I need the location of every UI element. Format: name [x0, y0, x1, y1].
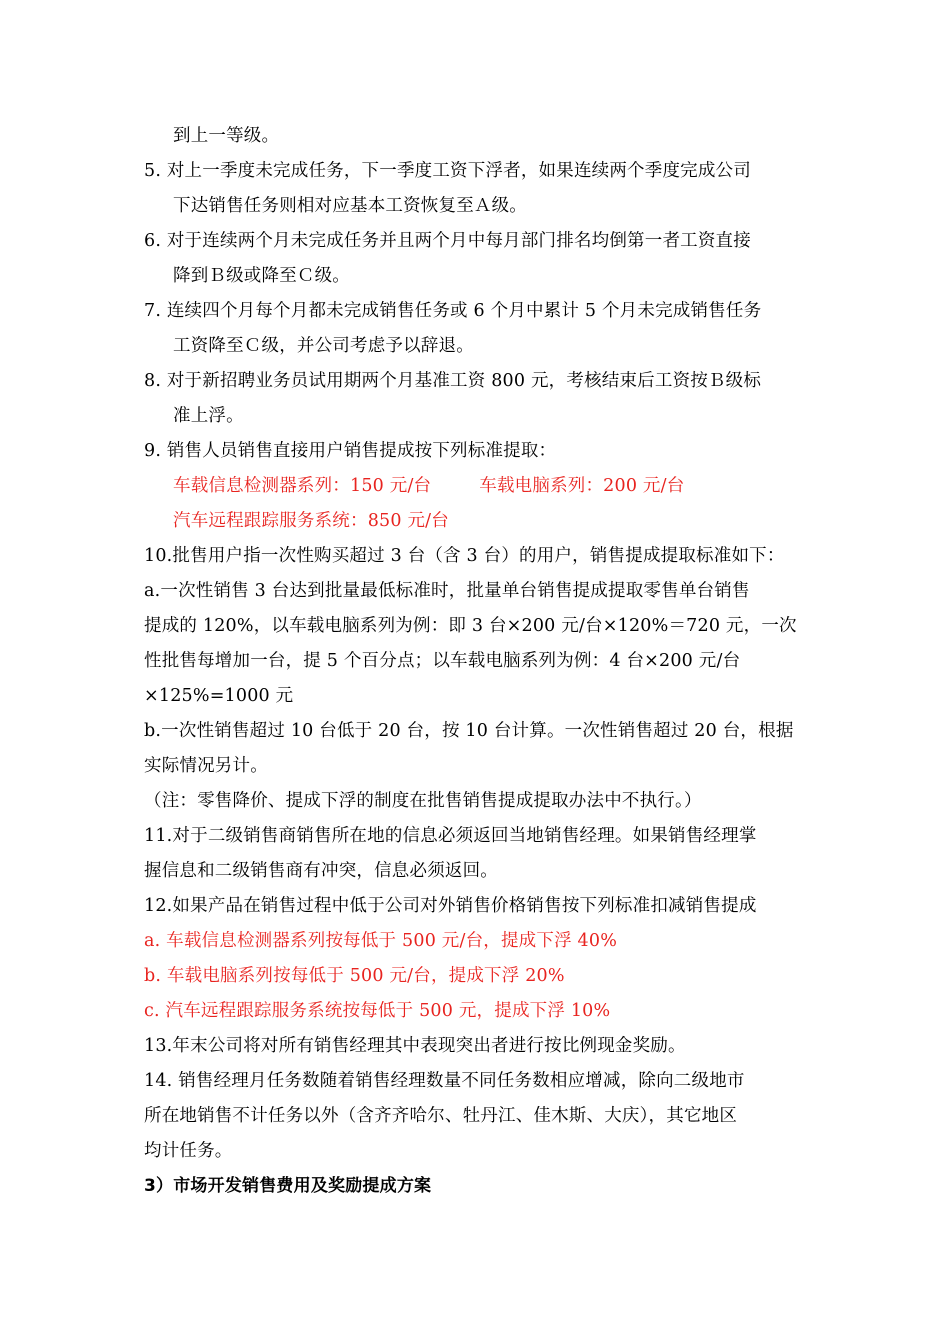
note-line: （注：零售降价、提成下浮的制度在批售销售提成提取办法中不执行。）	[144, 791, 702, 811]
list-item-7: 7. 连续四个月每个月都未完成销售任务或 6 个月中累计 5 个月未完成销售任务	[144, 301, 762, 321]
list-item-10: 10.批售用户指一次性购买超过 3 台（含 3 台）的用户，销售提成提取标准如下：	[144, 546, 785, 566]
list-item-11: 11.对于二级销售商销售所在地的信息必须返回当地销售经理。如果销售经理掌	[144, 826, 757, 846]
text-line: 到上一等级。	[173, 126, 280, 146]
list-item-8: 8. 对于新招聘业务员试用期两个月基准工资 800 元，考核结束后工资按Ｂ级标	[144, 371, 762, 391]
text-line: 准上浮。	[173, 406, 244, 426]
text-line: 降到Ｂ级或降至Ｃ级。	[173, 266, 350, 286]
commission-detector-text: 车载信息检测器系列：150 元/台	[173, 476, 432, 496]
list-item-6: 6. 对于连续两个月未完成任务并且两个月中每月部门排名均倒第一者工资直接	[144, 231, 751, 251]
list-item-14: 14. 销售经理月任务数随着销售经理数量不同任务数相应增减，除向二级地市	[144, 1071, 745, 1091]
deduction-c: c. 汽车远程跟踪服务系统按每低于 500 元，提成下浮 10%	[144, 1001, 611, 1021]
text-line: 实际情况另计。	[144, 756, 268, 776]
commission-detector	[173, 474, 684, 498]
text-line: 工资降至Ｃ级，并公司考虑予以辞退。	[173, 336, 474, 356]
text-line: 握信息和二级销售商有冲突，信息必须返回。	[144, 861, 498, 881]
commission-tracking: 汽车远程跟踪服务系统：850 元/台	[173, 511, 449, 531]
text-line: 性批售每增加一台，提 5 个百分点；以车载电脑系列为例：4 台×200 元/台	[144, 651, 741, 671]
text-line: a.一次性销售 3 台达到批量最低标准时，批量单台销售提成提取零售单台销售	[144, 581, 750, 601]
deduction-a: a. 车载信息检测器系列按每低于 500 元/台，提成下浮 40%	[144, 931, 618, 951]
text-line: 提成的 120%，以车载电脑系列为例：即 3 台×200 元/台×120%＝720 元，一次	[144, 616, 797, 636]
list-item-9: 9. 销售人员销售直接用户销售提成按下列标准提取：	[144, 441, 557, 461]
deduction-b: b. 车载电脑系列按每低于 500 元/台，提成下浮 20%	[144, 966, 565, 986]
text-line: b.一次性销售超过 10 台低于 20 台，按 10 台计算。一次性销售超过 20 台，根据	[144, 721, 794, 741]
list-item-13: 13.年末公司将对所有销售经理其中表现突出者进行按比例现金奖励。	[144, 1036, 686, 1056]
text-line: 所在地销售不计任务以外（含齐齐哈尔、牡丹江、佳木斯、大庆），其它地区	[144, 1106, 738, 1126]
section-heading: 3）市场开发销售费用及奖励提成方案	[144, 1176, 432, 1196]
list-item-5: 5. 对上一季度未完成任务，下一季度工资下浮者，如果连续两个季度完成公司	[144, 161, 751, 181]
text-line: ×125%=1000 元	[144, 686, 294, 706]
text-line: 下达销售任务则相对应基本工资恢复至Ａ级。	[173, 196, 527, 216]
text-line: 均计任务。	[144, 1141, 233, 1161]
commission-computer-text: 车载电脑系列：200 元/台	[479, 476, 685, 496]
list-item-12: 12.如果产品在销售过程中低于公司对外销售价格销售按下列标准扣减销售提成	[144, 896, 757, 916]
